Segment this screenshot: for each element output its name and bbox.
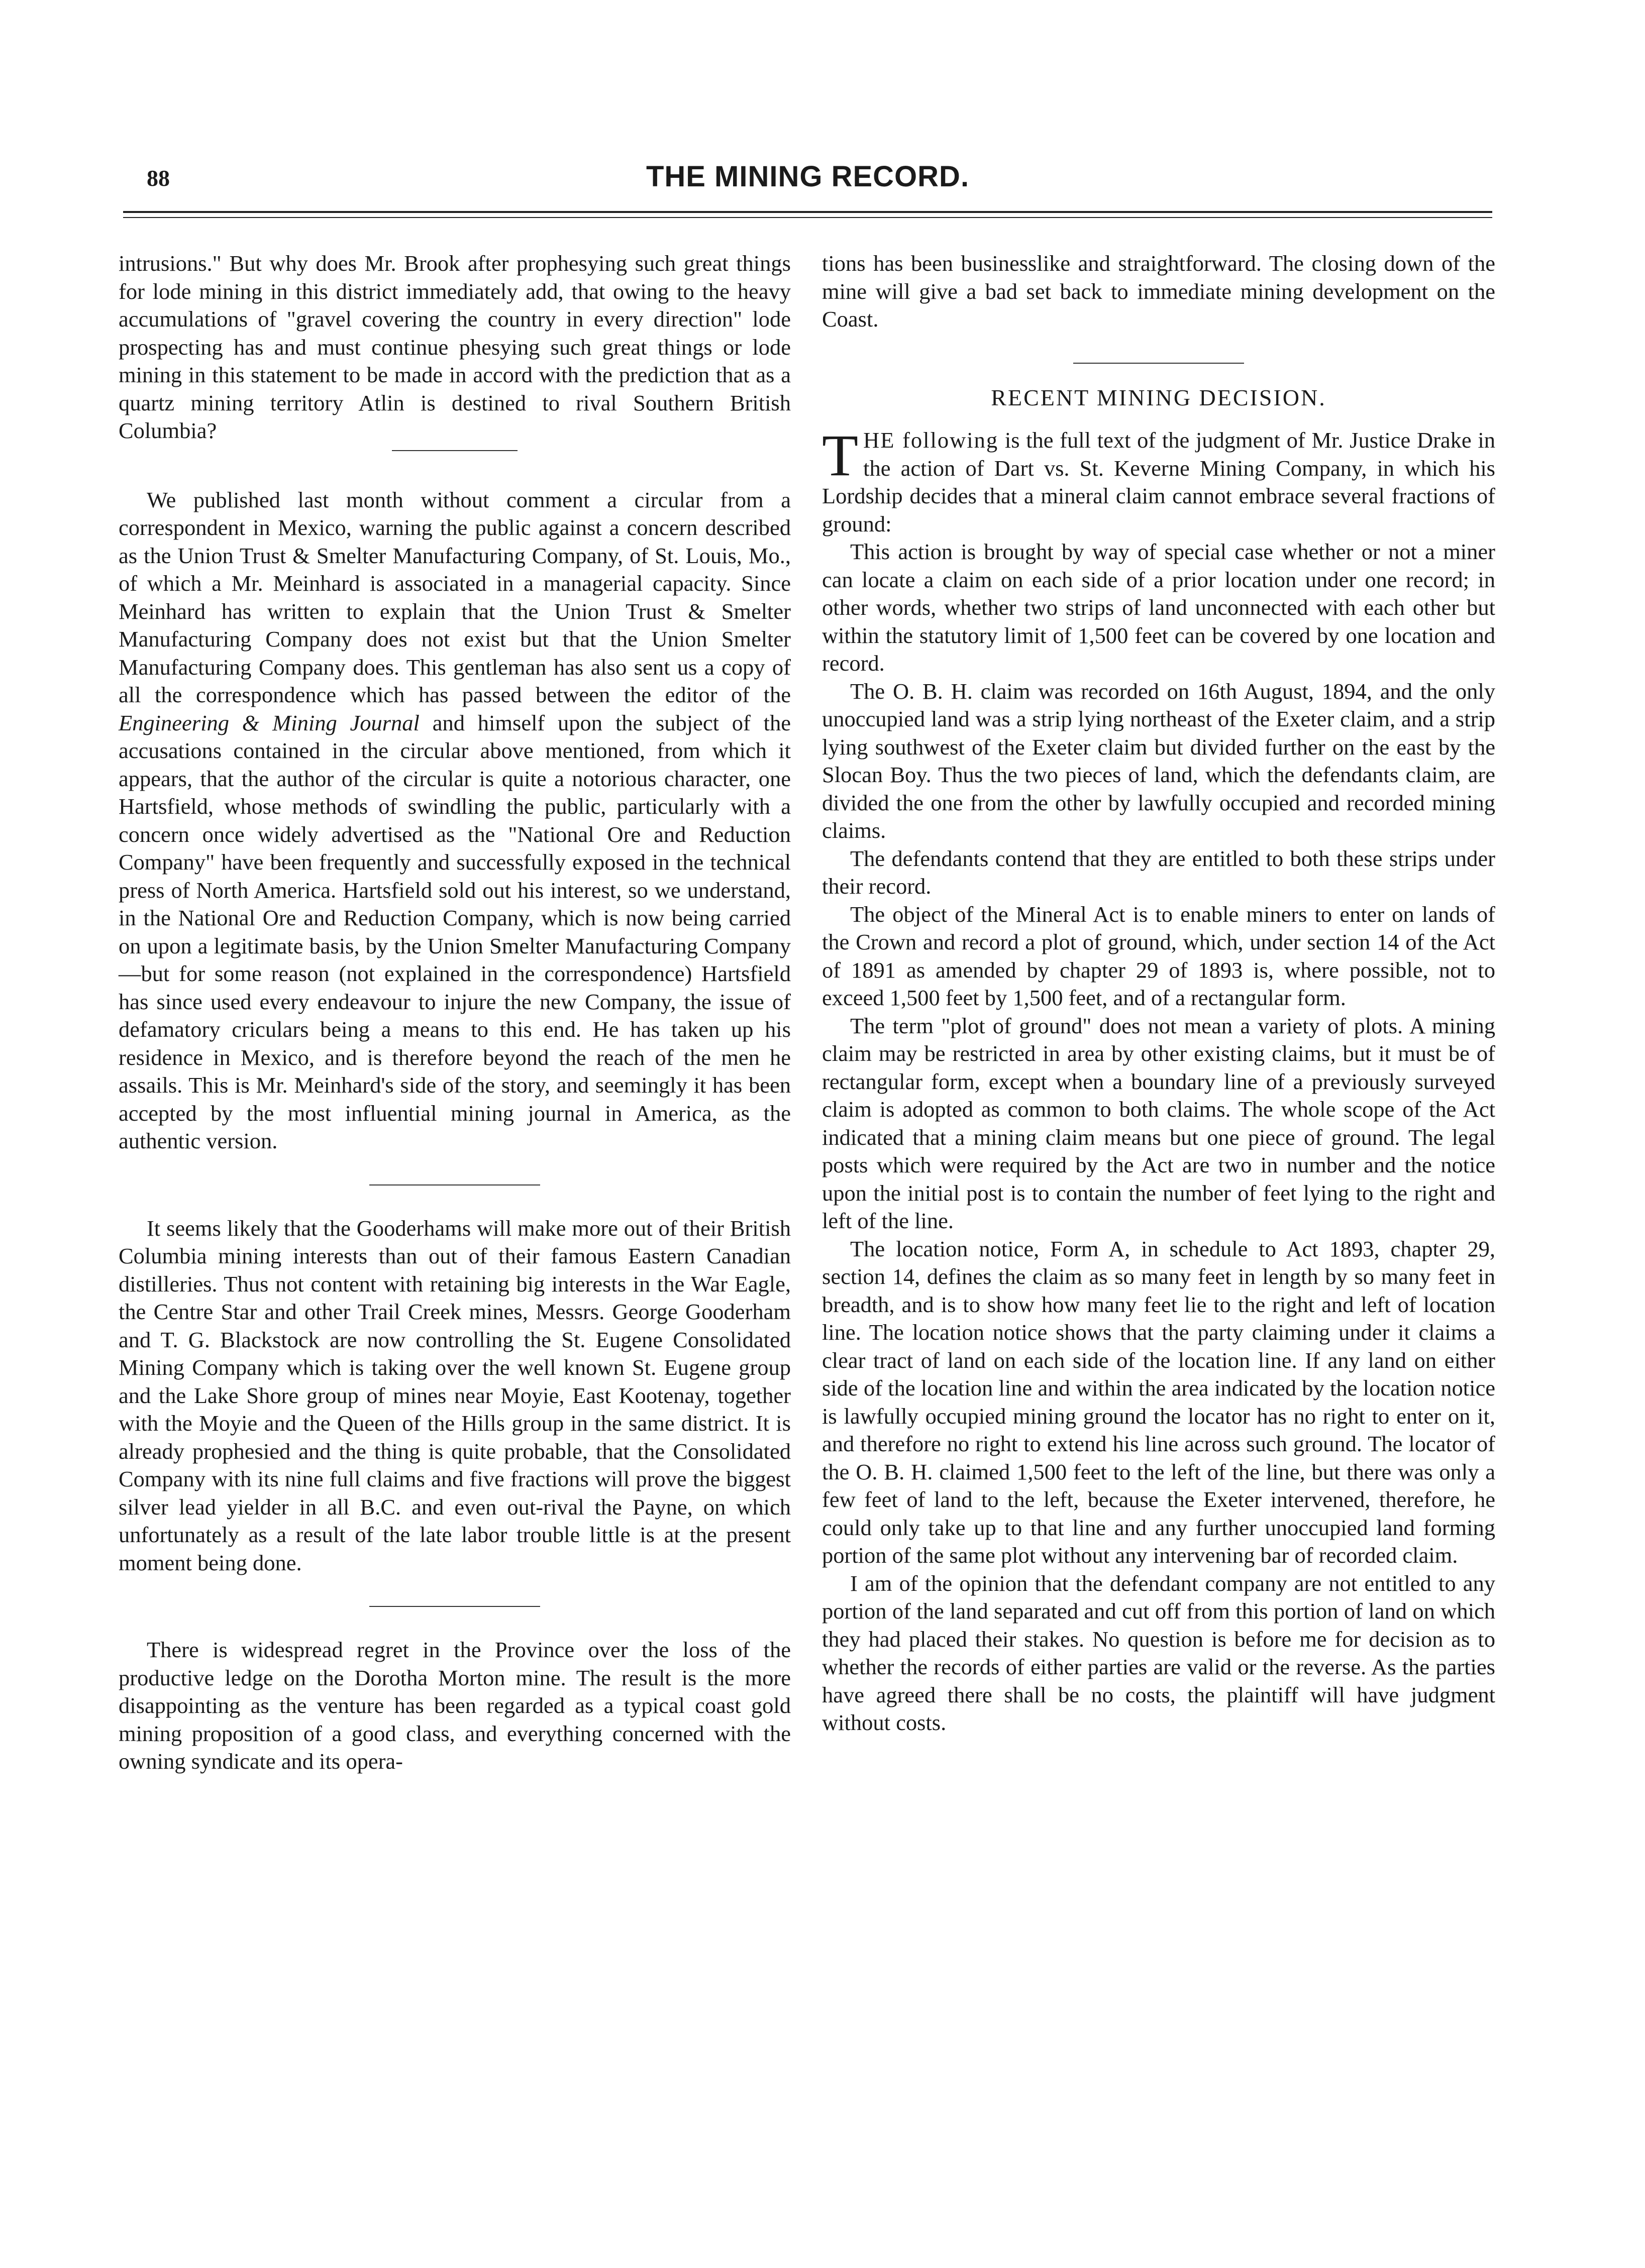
judgment-intro-text: is the full text of the judgment of Mr. Justice Drake in the action of Dart vs. St. Keverne Mining Company, in which his Lordship decides that a mineral claim cannot embrace several fractions of ground: [822, 427, 1495, 536]
section-heading: RECENT MINING DECISION. [991, 384, 1326, 410]
paragraph-meinhard-part2: and himself upon the subject of the accusations contained in the circular above mentioned, from which it appears, that the author of the circular is quite a notorious character, one Hartsfield, whose methods of swindling the public, particularly with a concern once widely advertised as the "National Ore and Reduction Company" have been frequently and successfully exposed in the technical press of North America. Hartsfield sold out his interest, so we understand, in the National Ore and Reduction Company, which is now being carried on upon a legitimate basis, by the Union Smelter Manufacturing Company—but for some reason (not explained in the correspondence) Hartsfield has since used every endeavour to injure the new Company, the issue of defamatory criculars being a means to this end. He has taken up his residence in Mexico, and is therefore beyond the reach of the men he assails. This is Mr. Meinhard's side of the story, and seemingly it has been accepted by the most influential mining journal in America, as the authentic version. [119, 710, 791, 1153]
paragraph-dorotha-morton: There is widespread regret in the Province over the loss of the productive ledge on the Dorotha Morton mine. The result is the more disappointing as the venture has been regarded as a typical coast gold mining proposition of a good class, and everything concerned with the owning syndicate and its opera- [119, 1637, 791, 1774]
paragraph-atlin: intrusions." But why does Mr. Brook after prophesying such great things for lode mining in this district immediately add, that owing to the heavy accumulations of "gravel covering the country in every direction" lode prospecting has and must continue phesying such great things or lode mining in this statement to be made in accord with the prediction that as a quartz mining territory Atlin is destined to rival Southern British Columbia? [119, 251, 791, 443]
running-title: THE MINING RECORD. [646, 160, 970, 193]
right-column [822, 250, 1495, 1737]
paragraph-defendants-contend: The defendants contend that they are entitled to both these strips under their record. [822, 845, 1495, 899]
separator-rule [392, 450, 518, 451]
header-rule-thick [123, 211, 1492, 213]
paragraph-location-notice: The location notice, Form A, in schedule to Act 1893, chapter 29, section 14, defines the claim as so many feet in length by so many feet in breadth, and is to show how many feet lie to the right and left of location line. The location notice shows that the party claiming under it claims a clear tract of land on each side of the location line. If any land on either side of the location line and within the area indicated by the location notice is lawfully occupied mining ground the locator has no right to enter on it, and therefore no right to extend his line across such ground. The locator of the O. B. H. claimed 1,500 feet to the left of the line, but there was only a few feet of land to the left, because the Exeter intervened, therefore, he could only take up to that line and any further unoccupied land forming portion of the same plot without any intervening bar of recorded claim. [822, 1236, 1495, 1568]
paragraph-judgment-intro [822, 422, 1495, 538]
separator-rule [1073, 363, 1244, 364]
paragraph-mineral-act: The object of the Mineral Act is to enable miners to enter on lands of the Crown and record a plot of ground, which, under section 14 of the Act of 1891 as amended by chapter 29 of 1893 is, where possible, not to exceed 1,500 feet by 1,500 feet, and of a rectangular form. [822, 901, 1495, 1010]
separator-rule [369, 1606, 540, 1607]
separator-rule [369, 1184, 540, 1185]
paragraph-gooderhams: It seems likely that the Gooderhams will make more out of their British Columbia mining interests than out of their famous Eastern Canadian distilleries. Thus not content with retaining big interests in the War Eagle, the Centre Star and other Trail Creek mines, Messrs. George Gooderham and T. G. Blackstock are now controlling the St. Eugene Consolidated Mining Company which is taking over the well known St. Eugene group and the Lake Shore group of mines near Moyie, East Kootenay, together with the Moyie and the Queen of the Hills group in the same district. It is already prophesied and the thing is quite probable, that the Consolidated Company with its nine full claims and five fractions will prove the biggest silver lead yielder in all B.C. and even out-rival the Payne, on which unfortunately as a result of the late labor trouble little is at the present moment being done. [119, 1215, 791, 1575]
paragraph-obh-claim: The O. B. H. claim was recorded on 16th August, 1894, and the only unoccupied land was a strip lying northeast of the Exeter claim, and a strip lying southwest of the Exeter claim but divided further on the east by the Slocan Boy. Thus the two pieces of land, which the defendants claim, are divided the one from the other by lawfully occupied and recorded mining claims. [822, 678, 1495, 843]
paragraph-plot-of-ground: The term "plot of ground" does not mean a variety of plots. A mining claim may be restricted in area by other existing claims, but it must be of rectangular form, except when a boundary line of a previously surveyed claim is adopted as common to both claims. The whole scope of the Act indicated that a mining claim means but one piece of ground. The legal posts which were required by the Act are two in number and the notice upon the initial post is to contain the number of feet lying to the right and left of the line. [822, 1013, 1495, 1233]
paragraph-dorotha-continued: tions has been businesslike and straightforward. The closing down of the mine will give a bad set back to immediate mining development on the Coast. [822, 251, 1495, 332]
journal-title: Engineering & Mining Journal [119, 710, 420, 735]
header-rule-thin [123, 217, 1492, 218]
drop-cap: T [822, 422, 859, 488]
paragraph-meinhard [119, 486, 791, 1155]
page-header [123, 160, 1492, 205]
left-column [119, 250, 791, 1776]
page-number: 88 [147, 165, 170, 191]
paragraph-opinion: I am of the opinion that the defendant company are not entitled to any portion of the land separated and cut off from this portion of land on which they had placed their stakes. No question is before me for decision as to whether the records of either parties are valid or the reverse. As the parties have agreed there shall be no costs, the plaintiff will have judgment without costs. [822, 1570, 1495, 1735]
paragraph-meinhard-part1: We published last month without comment a circular from a correspondent in Mexico, warning the public against a concern described as the Union Trust & Smelter Manufacturing Company, of St. Louis, Mo., of which a Mr. Meinhard is associated in a managerial capacity. Since Meinhard has written to explain that the Union Trust & Smelter Manufacturing Company does not exist but that the Union Smelter Manufacturing Company does. This gentleman has also sent us a copy of all the correspondence which has passed between the editor of the [119, 487, 791, 707]
lead-in: HE following [863, 427, 999, 453]
paragraph-special-case: This action is brought by way of special case whether or not a miner can locate a claim on each side of a prior location under one record; in other words, whether two strips of land unconnected with each other but within the statutory limit of 1,500 feet can be covered by one location and record. [822, 539, 1495, 676]
